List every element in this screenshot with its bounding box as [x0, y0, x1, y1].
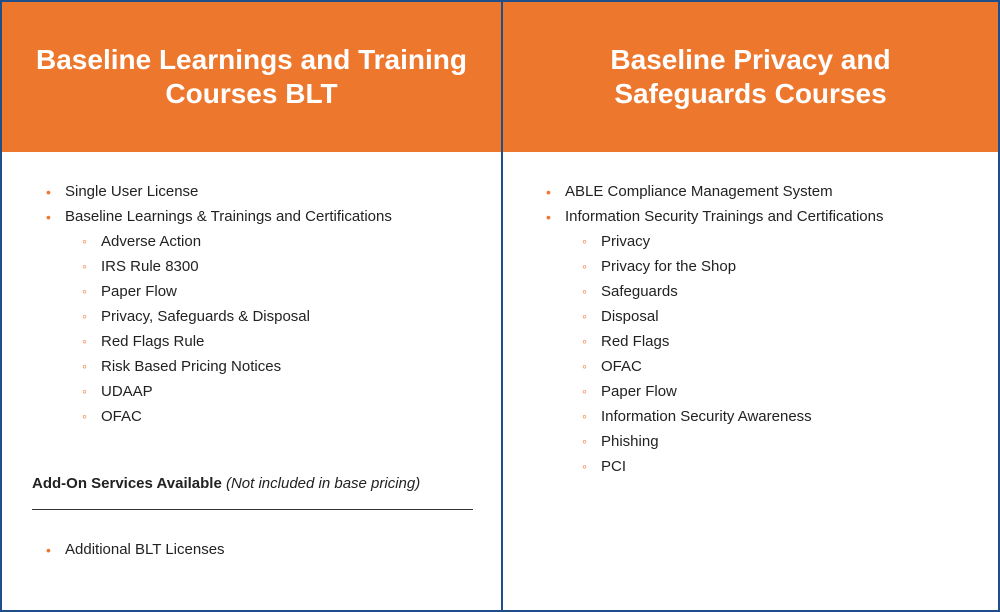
list-item	[46, 206, 392, 431]
addon-heading	[32, 475, 420, 492]
sublist-item: ◦ OFAC	[582, 356, 883, 381]
sublist-item: ◦ PCI	[582, 456, 883, 481]
sublist-item: ◦ UDAAP	[82, 381, 392, 406]
list-item-label: Baseline Learnings & Trainings and Certifications	[65, 208, 392, 225]
sublist-item: ◦ Privacy	[582, 231, 883, 256]
sublist-item: ◦ Red Flags Rule	[82, 331, 392, 356]
privacy-column	[503, 2, 998, 610]
sublist-item: ◦ Paper Flow	[82, 281, 392, 306]
list-item: • ABLE Compliance Management System	[546, 181, 883, 206]
privacy-list	[546, 181, 883, 481]
sublist-item: ◦ Adverse Action	[82, 231, 392, 256]
addon-list	[46, 539, 225, 564]
list-item	[546, 206, 883, 481]
blt-sublist	[82, 231, 392, 431]
list-item: • Additional BLT Licenses	[46, 539, 225, 564]
sublist-item: ◦ Paper Flow	[582, 381, 883, 406]
blt-header	[2, 2, 501, 152]
sublist-item: ◦ Disposal	[582, 306, 883, 331]
list-item: • Single User License	[46, 181, 392, 206]
sublist-item: ◦ IRS Rule 8300	[82, 256, 392, 281]
privacy-title: Baseline Privacy and Safeguards Courses	[610, 44, 891, 109]
sublist-item: ◦ Privacy for the Shop	[582, 256, 883, 281]
sublist-item: ◦ Safeguards	[582, 281, 883, 306]
privacy-header	[503, 2, 998, 152]
list-item-label: Information Security Trainings and Certifications	[565, 208, 884, 225]
addon-title: Add-On Services Available	[32, 475, 222, 492]
blt-column	[2, 2, 501, 610]
addon-divider	[32, 509, 473, 510]
sublist-item: ◦ OFAC	[82, 406, 392, 431]
sublist-item: ◦ Phishing	[582, 431, 883, 456]
addon-note: (Not included in base pricing)	[225, 475, 421, 492]
privacy-sublist	[582, 231, 883, 481]
blt-list	[46, 181, 392, 431]
blt-title: Baseline Learnings and Training Courses BLT	[36, 44, 467, 109]
sublist-item: ◦ Red Flags	[582, 331, 883, 356]
sublist-item: ◦ Information Security Awareness	[582, 406, 883, 431]
sublist-item: ◦ Risk Based Pricing Notices	[82, 356, 392, 381]
sublist-item: ◦ Privacy, Safeguards & Disposal	[82, 306, 392, 331]
